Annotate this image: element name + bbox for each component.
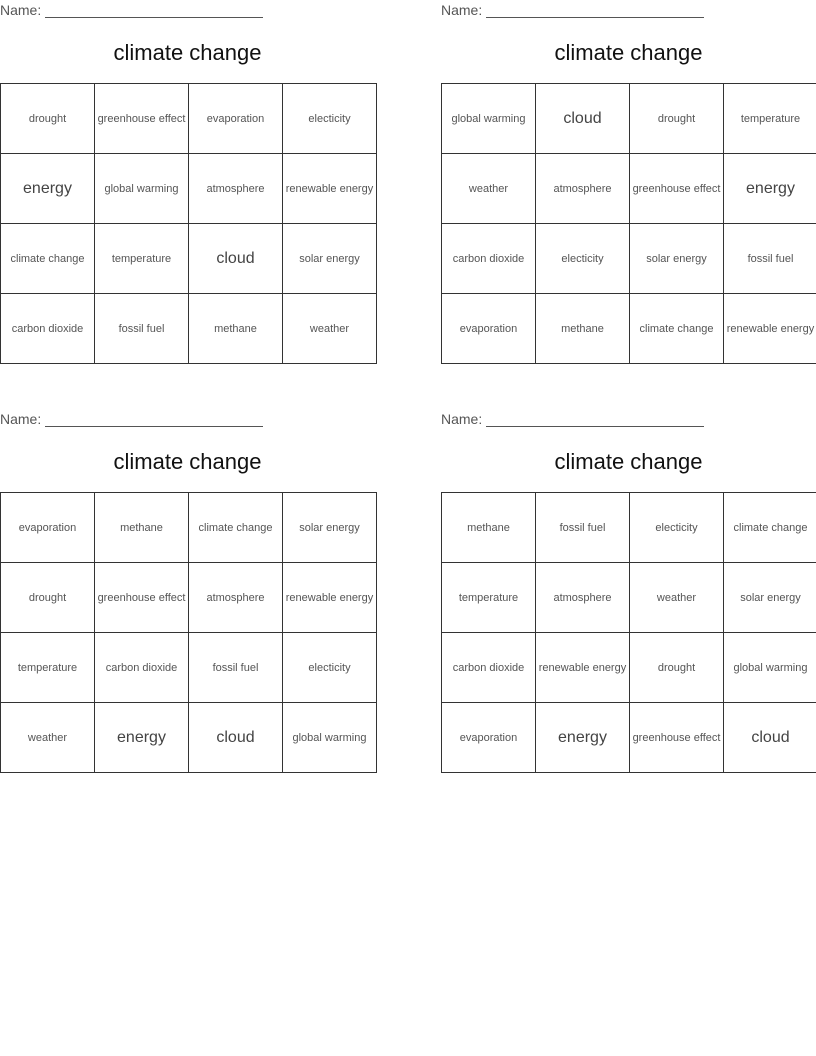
grid-cell: atmosphere xyxy=(189,563,283,633)
grid-row xyxy=(1,294,377,364)
grid-cell: greenhouse effect xyxy=(630,703,724,773)
grid-row xyxy=(1,493,377,563)
grid-cell: cloud xyxy=(189,703,283,773)
grid-cell: renewable energy xyxy=(283,563,377,633)
grid-cell: carbon dioxide xyxy=(442,224,536,294)
grid-cell: temperature xyxy=(95,224,189,294)
name-label: Name: xyxy=(0,411,42,427)
grid-cell: atmosphere xyxy=(536,563,630,633)
grid-cell: cloud xyxy=(536,84,630,154)
grid-cell: global warming xyxy=(283,703,377,773)
grid-row xyxy=(442,703,816,773)
name-field[interactable] xyxy=(0,2,270,20)
name-line[interactable] xyxy=(45,2,263,18)
grid-cell: weather xyxy=(630,563,724,633)
grid-cell: electicity xyxy=(283,84,377,154)
grid-cell: global warming xyxy=(95,154,189,224)
grid-cell: solar energy xyxy=(724,563,816,633)
grid-cell: global warming xyxy=(724,633,816,703)
grid-cell: energy xyxy=(536,703,630,773)
grid-cell: greenhouse effect xyxy=(95,563,189,633)
bingo-grid xyxy=(0,83,377,364)
card-title: climate change xyxy=(113,449,262,474)
grid-cell: electicity xyxy=(536,224,630,294)
grid-cell: carbon dioxide xyxy=(442,633,536,703)
grid-cell: atmosphere xyxy=(536,154,630,224)
grid-cell: climate change xyxy=(630,294,724,364)
grid-row xyxy=(1,154,377,224)
grid-cell: solar energy xyxy=(283,493,377,563)
name-field[interactable] xyxy=(441,2,711,20)
grid-cell: weather xyxy=(283,294,377,364)
grid-row xyxy=(442,633,816,703)
grid-cell: renewable energy xyxy=(724,294,816,364)
grid-cell: fossil fuel xyxy=(189,633,283,703)
grid-row xyxy=(1,84,377,154)
name-field[interactable] xyxy=(0,411,270,429)
grid-cell: carbon dioxide xyxy=(1,294,95,364)
grid-cell: weather xyxy=(442,154,536,224)
grid-row xyxy=(442,563,816,633)
grid-row xyxy=(1,563,377,633)
grid-cell: energy xyxy=(95,703,189,773)
name-line[interactable] xyxy=(45,411,263,427)
grid-cell: evaporation xyxy=(442,703,536,773)
grid-cell: climate change xyxy=(1,224,95,294)
grid-cell: evaporation xyxy=(189,84,283,154)
grid-cell: electicity xyxy=(283,633,377,703)
grid-cell: greenhouse effect xyxy=(95,84,189,154)
grid-cell: fossil fuel xyxy=(536,493,630,563)
grid-row xyxy=(1,224,377,294)
grid-row xyxy=(1,703,377,773)
grid-cell: methane xyxy=(189,294,283,364)
grid-cell: energy xyxy=(724,154,816,224)
grid-cell: solar energy xyxy=(630,224,724,294)
grid-cell: atmosphere xyxy=(189,154,283,224)
grid-cell: energy xyxy=(1,154,95,224)
grid-cell: climate change xyxy=(724,493,816,563)
grid-cell: temperature xyxy=(724,84,816,154)
grid-cell: weather xyxy=(1,703,95,773)
grid-cell: methane xyxy=(442,493,536,563)
bingo-grid xyxy=(441,83,816,364)
grid-cell: solar energy xyxy=(283,224,377,294)
grid-cell: greenhouse effect xyxy=(630,154,724,224)
name-field[interactable] xyxy=(441,411,711,429)
grid-cell: methane xyxy=(95,493,189,563)
grid-cell: global warming xyxy=(442,84,536,154)
grid-row xyxy=(442,154,816,224)
name-label: Name: xyxy=(441,411,483,427)
grid-row xyxy=(1,633,377,703)
bingo-grid xyxy=(0,492,377,773)
grid-cell: climate change xyxy=(189,493,283,563)
name-line[interactable] xyxy=(486,2,704,18)
grid-cell: evaporation xyxy=(442,294,536,364)
grid-cell: fossil fuel xyxy=(95,294,189,364)
grid-cell: electicity xyxy=(630,493,724,563)
grid-cell: evaporation xyxy=(1,493,95,563)
grid-row xyxy=(442,294,816,364)
grid-cell: drought xyxy=(1,563,95,633)
grid-cell: carbon dioxide xyxy=(95,633,189,703)
grid-cell: cloud xyxy=(189,224,283,294)
grid-cell: renewable energy xyxy=(283,154,377,224)
name-line[interactable] xyxy=(486,411,704,427)
grid-cell: renewable energy xyxy=(536,633,630,703)
grid-cell: temperature xyxy=(1,633,95,703)
card-title: climate change xyxy=(113,40,262,65)
grid-cell: temperature xyxy=(442,563,536,633)
bingo-grid xyxy=(441,492,816,773)
grid-row xyxy=(442,493,816,563)
grid-cell: drought xyxy=(630,633,724,703)
grid-row xyxy=(442,224,816,294)
grid-cell: methane xyxy=(536,294,630,364)
card-title: climate change xyxy=(554,40,703,65)
grid-cell: fossil fuel xyxy=(724,224,816,294)
name-label: Name: xyxy=(441,2,483,18)
grid-cell: drought xyxy=(630,84,724,154)
card-title: climate change xyxy=(554,449,703,474)
name-label: Name: xyxy=(0,2,42,18)
grid-cell: drought xyxy=(1,84,95,154)
grid-row xyxy=(442,84,816,154)
grid-cell: cloud xyxy=(724,703,816,773)
